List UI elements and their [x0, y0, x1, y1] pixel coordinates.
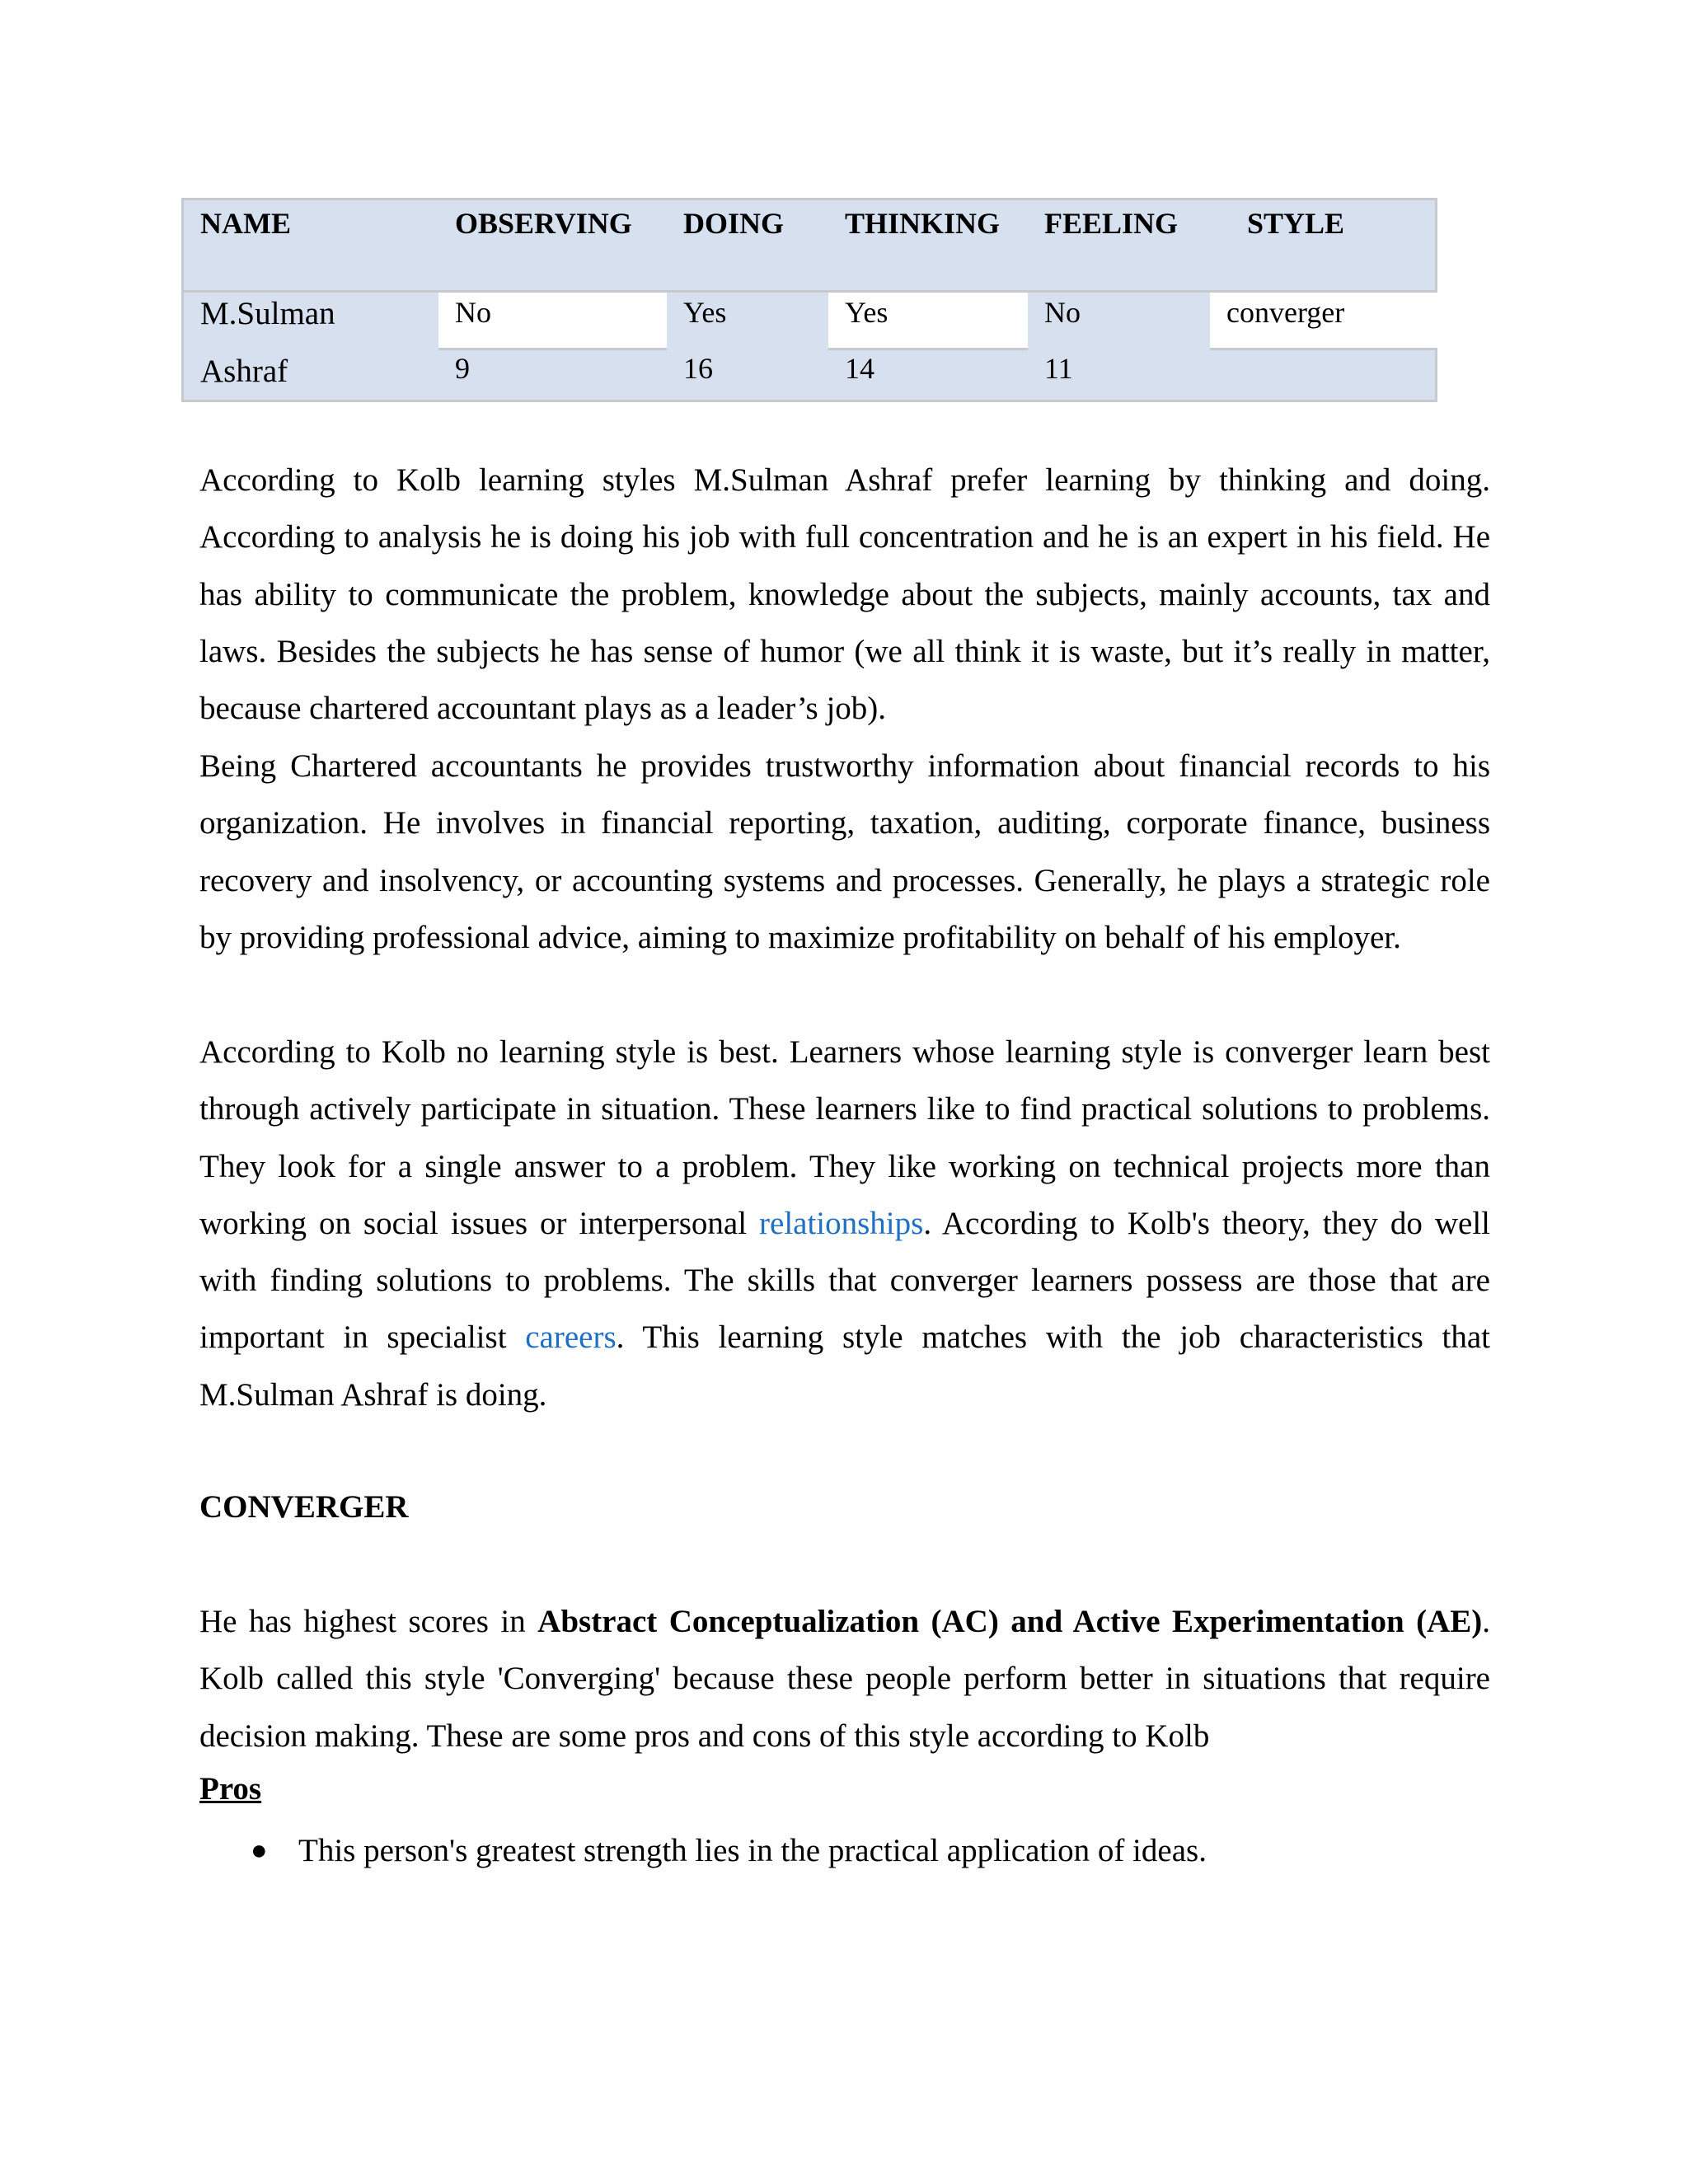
- pros-heading: Pros: [199, 1771, 262, 1807]
- paragraph-converger-learners: [199, 1024, 1490, 1423]
- header-feeling: FEELING: [1044, 207, 1179, 240]
- paragraph3-part2: . Kolb called this style 'Converging' because these people perform better in situations that require decision making. These are some pros and cons of this style according to Kolb: [199, 1604, 1490, 1754]
- paragraph2-part3: . This learning style matches with the job characteristics that M.Sulman Ashraf is doing.: [199, 1319, 1490, 1413]
- pros-item-text: This person's greatest strength lies in the practical application of ideas.: [298, 1833, 1207, 1868]
- row1-feeling: No: [1044, 296, 1081, 329]
- row1-thinking: Yes: [845, 296, 889, 329]
- paragraph-chartered: [199, 738, 1490, 966]
- paragraph-analysis: [199, 452, 1490, 737]
- paragraph-highest-scores: [199, 1593, 1490, 1765]
- learning-style-table: [181, 198, 1437, 402]
- relationships-link[interactable]: relationships: [759, 1205, 924, 1241]
- paragraph-analysis-text: According to Kolb learning styles M.Sulman Ashraf prefer learning by thinking and doing. According to analysis he is doing his job with full concentration and he is an expert in his field. He has ability to communicate the problem, knowledge about the subjects, mainly accounts, tax and laws. Besides the subjects he has sense of humor (we all think it is waste, but it’s really in matter, because chartered accountant plays as a leader’s job).: [199, 462, 1490, 727]
- row2-observing: 9: [455, 352, 470, 385]
- header-observing: OBSERVING: [455, 207, 632, 240]
- row2-doing: 16: [683, 352, 713, 385]
- paragraph-chartered-text: Being Chartered accountants he provides trustworthy information about financial records to his organization. He involves in financial reporting, taxation, auditing, corporate finance, business recovery and insolvency, or accounting systems and processes. Generally, he plays a strategic role by providing professional advice, aiming to maximize profitability on behalf of his employer.: [199, 748, 1490, 955]
- list-item: [199, 1828, 1490, 1874]
- row2-feeling: 11: [1044, 352, 1073, 385]
- header-thinking: THINKING: [845, 207, 1001, 240]
- paragraph3-bold: Abstract Conceptualization (AC) and Active Experimentation (AE): [537, 1604, 1483, 1639]
- row1-style: converger: [1226, 296, 1345, 329]
- header-style: STYLE: [1247, 207, 1345, 240]
- row1-doing: Yes: [683, 296, 727, 329]
- bullet-icon: ●: [251, 1835, 268, 1866]
- paragraph2-part2: . According to Kolb's theory, they do well with finding solutions to problems. The skills that converger learners possess are those that are important in specialist: [199, 1205, 1490, 1356]
- name-second-line: Ashraf: [200, 354, 288, 389]
- paragraph3-part1: He has highest scores in: [199, 1604, 538, 1639]
- paragraph2-part1: According to Kolb no learning style is best. Learners whose learning style is converger learn best through actively participate in situation. These learners like to find practical solutions to problems. They look for a single answer to a problem. They like working on technical projects more than working on social issues or interpersonal: [199, 1034, 1490, 1241]
- row1-observing: No: [455, 296, 491, 329]
- pros-list: [199, 1828, 1490, 1874]
- header-name: NAME: [200, 207, 291, 240]
- row2-thinking: 14: [845, 352, 874, 385]
- name-first-line: M.Sulman: [200, 296, 335, 331]
- header-doing: DOING: [683, 207, 785, 240]
- converger-heading: CONVERGER: [199, 1489, 409, 1525]
- careers-link[interactable]: careers: [525, 1319, 617, 1356]
